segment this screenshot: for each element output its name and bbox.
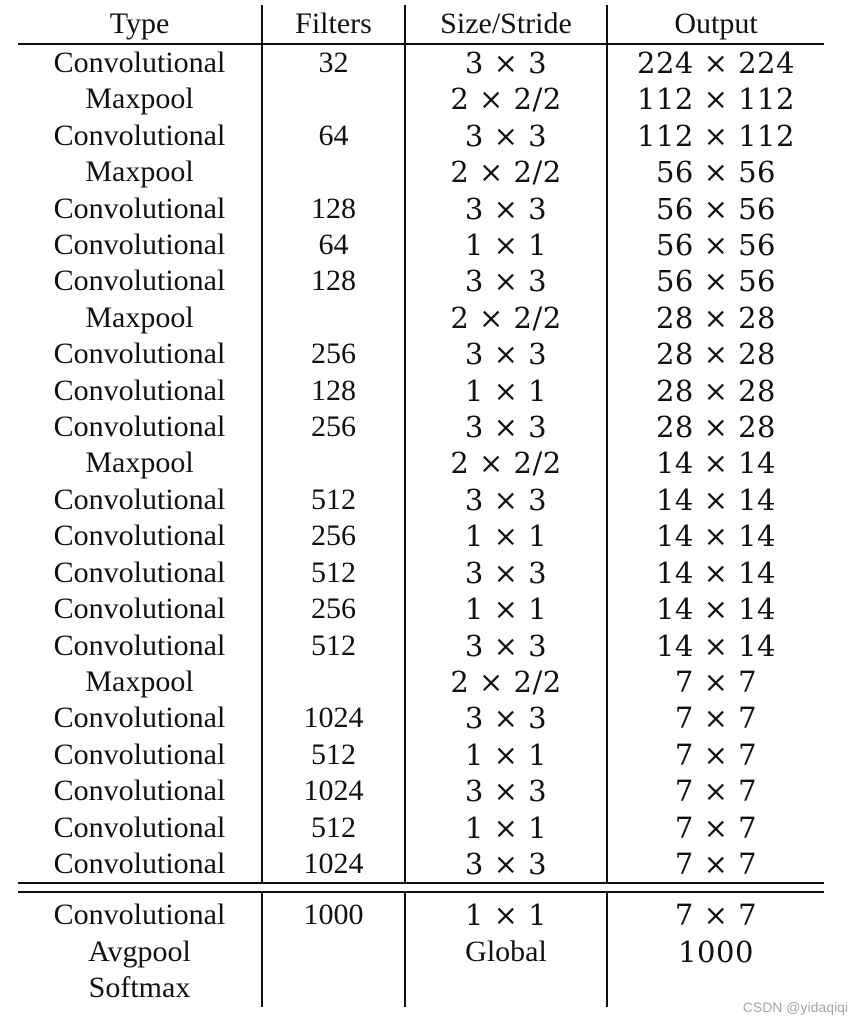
cell-size-stride: 3 × 3 xyxy=(405,846,607,883)
cell-type: Avgpool xyxy=(88,934,191,968)
cell-size-stride: 2 × 2/2 xyxy=(405,300,607,336)
cell-output: 14 × 14 xyxy=(607,628,824,664)
cell-size-stride: 2 × 2/2 xyxy=(405,154,607,190)
cell-filters: 256 xyxy=(262,336,405,372)
cell-type: Convolutional xyxy=(53,373,226,407)
cell-size-stride: 1 × 1 xyxy=(405,518,607,554)
table-row xyxy=(18,373,824,409)
cell-output: 7 × 7 xyxy=(607,737,824,773)
table-header-row xyxy=(18,5,824,44)
cell-filters: 128 xyxy=(262,263,405,299)
header-output: Output xyxy=(607,5,824,44)
cell-output: 7 × 7 xyxy=(607,846,824,883)
separator-cell xyxy=(262,883,405,892)
cell-output: 14 × 14 xyxy=(607,482,824,518)
table-row xyxy=(18,628,824,664)
cell-output: 56 × 56 xyxy=(607,154,824,190)
table-row xyxy=(18,336,824,372)
table-row xyxy=(18,118,824,154)
architecture-table-container xyxy=(18,5,824,1007)
cell-output: 7 × 7 xyxy=(607,892,824,933)
cell-filters: 1024 xyxy=(262,700,405,736)
cell-size-stride: 3 × 3 xyxy=(405,555,607,591)
cell-type: Convolutional xyxy=(53,737,226,771)
header-size-stride: Size/Stride xyxy=(405,5,607,44)
cell-size-stride: 1 × 1 xyxy=(405,892,607,933)
cell-filters xyxy=(262,445,405,481)
cell-output: 7 × 7 xyxy=(607,773,824,809)
cell-type: Convolutional xyxy=(53,774,226,808)
cell-filters: 32 xyxy=(262,44,405,81)
table-row xyxy=(18,555,824,591)
cell-size-stride: 1 × 1 xyxy=(405,737,607,773)
table-row xyxy=(18,846,824,883)
cell-filters: 512 xyxy=(262,737,405,773)
cell-filters: 64 xyxy=(262,118,405,154)
cell-size-stride: 3 × 3 xyxy=(405,263,607,299)
cell-size-stride: 1 × 1 xyxy=(405,227,607,263)
cell-type: Maxpool xyxy=(85,155,194,189)
cell-output: 14 × 14 xyxy=(607,445,824,481)
table-row xyxy=(18,409,824,445)
cell-filters xyxy=(262,970,405,1006)
cell-filters: 256 xyxy=(262,409,405,445)
cell-size-stride: 2 × 2/2 xyxy=(405,81,607,117)
cell-size-stride: Global xyxy=(405,934,607,970)
cell-type: Convolutional xyxy=(53,555,226,589)
cell-type: Maxpool xyxy=(85,446,194,480)
cell-filters xyxy=(262,934,405,970)
cell-output: 7 × 7 xyxy=(607,810,824,846)
cell-size-stride: 3 × 3 xyxy=(405,118,607,154)
table-row xyxy=(18,970,824,1006)
table-row xyxy=(18,44,824,81)
cell-type: Maxpool xyxy=(85,300,194,334)
separator-cell xyxy=(18,883,262,892)
table-row xyxy=(18,263,824,299)
cell-size-stride: 3 × 3 xyxy=(405,628,607,664)
cell-filters: 256 xyxy=(262,518,405,554)
cell-output: 7 × 7 xyxy=(607,700,824,736)
cell-size-stride: 2 × 2/2 xyxy=(405,664,607,700)
cell-output: 112 × 112 xyxy=(607,81,824,117)
cell-filters: 1000 xyxy=(262,892,405,933)
separator-cell xyxy=(405,883,607,892)
cell-output: 14 × 14 xyxy=(607,555,824,591)
cell-type: Maxpool xyxy=(85,664,194,698)
table-row xyxy=(18,445,824,481)
cell-output: 1000 xyxy=(607,934,824,970)
cell-filters: 1024 xyxy=(262,846,405,883)
cell-output: 28 × 28 xyxy=(607,373,824,409)
cell-filters xyxy=(262,154,405,190)
cell-output: 28 × 28 xyxy=(607,409,824,445)
cell-filters xyxy=(262,664,405,700)
cell-type: Softmax xyxy=(88,971,191,1005)
cell-type: Convolutional xyxy=(53,628,226,662)
table-row xyxy=(18,81,824,117)
cell-type: Maxpool xyxy=(85,82,194,116)
cell-output: 56 × 56 xyxy=(607,191,824,227)
table-row xyxy=(18,227,824,263)
cell-size-stride: 2 × 2/2 xyxy=(405,445,607,481)
table-row xyxy=(18,892,824,933)
cell-filters: 1024 xyxy=(262,773,405,809)
cell-filters: 512 xyxy=(262,555,405,591)
header-filters: Filters xyxy=(262,5,405,44)
cell-type: Convolutional xyxy=(53,482,226,516)
table-row xyxy=(18,773,824,809)
cell-type: Convolutional xyxy=(18,846,262,883)
table-row xyxy=(18,482,824,518)
double-rule-separator xyxy=(18,883,824,892)
cell-type: Convolutional xyxy=(53,264,226,298)
cell-filters: 512 xyxy=(262,628,405,664)
cell-size-stride: 3 × 3 xyxy=(405,409,607,445)
cell-output: 56 × 56 xyxy=(607,263,824,299)
cell-output: 112 × 112 xyxy=(607,118,824,154)
cell-output: 28 × 28 xyxy=(607,300,824,336)
table-body xyxy=(18,44,824,1007)
cell-output: 28 × 28 xyxy=(607,336,824,372)
cell-size-stride: 3 × 3 xyxy=(405,482,607,518)
cell-filters: 256 xyxy=(262,591,405,627)
cell-type: Convolutional xyxy=(53,118,226,152)
cell-type: Convolutional xyxy=(53,410,226,444)
table-row xyxy=(18,154,824,190)
cell-size-stride: 1 × 1 xyxy=(405,591,607,627)
cell-type: Convolutional xyxy=(53,701,226,735)
cell-type: Convolutional xyxy=(53,191,226,225)
header-type: Type xyxy=(18,5,262,44)
table-row xyxy=(18,191,824,227)
watermark: CSDN @yidaqiqi xyxy=(742,999,848,1015)
table-row xyxy=(18,300,824,336)
cell-filters: 128 xyxy=(262,191,405,227)
table-row xyxy=(18,737,824,773)
cell-size-stride: 3 × 3 xyxy=(405,773,607,809)
cell-size-stride: 3 × 3 xyxy=(405,700,607,736)
table-row xyxy=(18,518,824,554)
cell-output: 14 × 14 xyxy=(607,591,824,627)
cell-size-stride: 1 × 1 xyxy=(405,373,607,409)
cell-output: 56 × 56 xyxy=(607,227,824,263)
cell-filters: 64 xyxy=(262,227,405,263)
cell-type: Convolutional xyxy=(53,337,226,371)
table-row xyxy=(18,810,824,846)
cell-type: Convolutional xyxy=(53,810,226,844)
cell-filters: 512 xyxy=(262,482,405,518)
table-row xyxy=(18,591,824,627)
cell-size-stride: 3 × 3 xyxy=(405,191,607,227)
cell-size-stride xyxy=(405,970,607,1006)
cell-type: Convolutional xyxy=(53,898,226,932)
darknet-architecture-table xyxy=(18,5,824,1007)
cell-size-stride: 3 × 3 xyxy=(405,44,607,81)
cell-size-stride: 3 × 3 xyxy=(405,336,607,372)
cell-output: 14 × 14 xyxy=(607,518,824,554)
cell-size-stride: 1 × 1 xyxy=(405,810,607,846)
table-row xyxy=(18,700,824,736)
cell-type: Convolutional xyxy=(53,46,226,79)
cell-type: Convolutional xyxy=(53,519,226,553)
cell-type: Convolutional xyxy=(53,592,226,626)
table-row xyxy=(18,664,824,700)
table-row xyxy=(18,934,824,970)
cell-filters: 128 xyxy=(262,373,405,409)
cell-filters: 512 xyxy=(262,810,405,846)
separator-cell xyxy=(607,883,824,892)
cell-output: 224 × 224 xyxy=(607,44,824,81)
cell-filters xyxy=(262,81,405,117)
cell-type: Convolutional xyxy=(53,228,226,262)
cell-output: 7 × 7 xyxy=(607,664,824,700)
cell-filters xyxy=(262,300,405,336)
